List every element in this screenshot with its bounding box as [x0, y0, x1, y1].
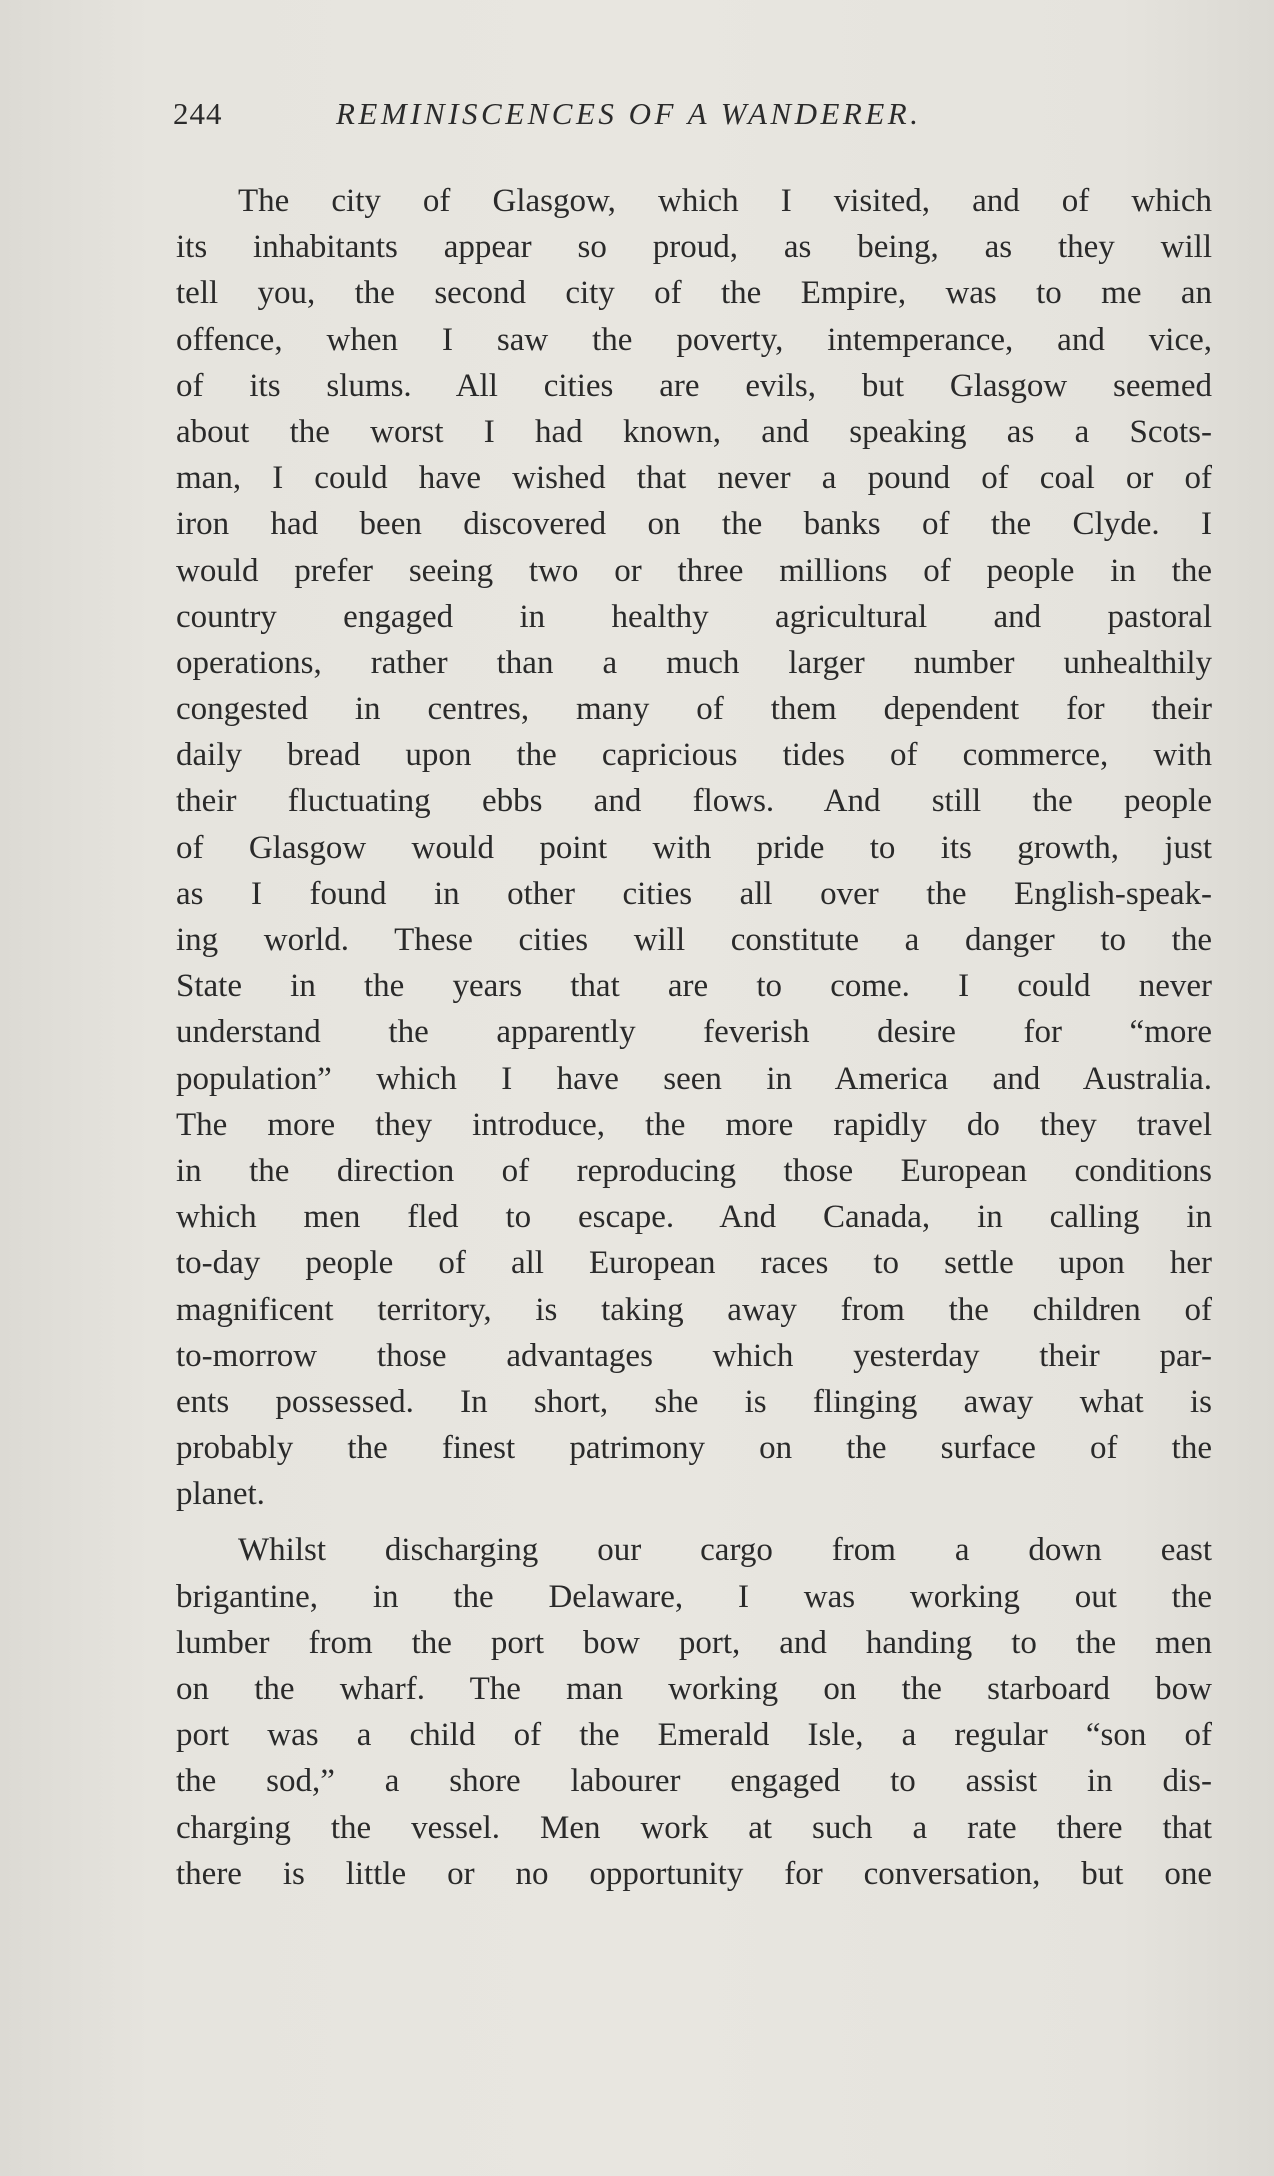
- text-line: planet.: [176, 1476, 265, 1513]
- text-line: country engaged in healthy agricultural and pastoral: [176, 598, 1212, 635]
- text-line: The city of Glasgow, which I visited, and of which: [238, 183, 1212, 219]
- text-line: State in the years that are to come. I could never: [176, 968, 1212, 1005]
- text-line: in the direction of reproducing those European conditions: [176, 1152, 1212, 1189]
- text-line: daily bread upon the capricious tides of commerce, with: [176, 737, 1212, 774]
- text-line: operations, rather than a much larger number unhealthily: [176, 644, 1212, 681]
- text-line: iron had been discovered on the banks of the Clyde. I: [176, 506, 1212, 543]
- text-line: probably the finest patrimony on the surface of the: [176, 1430, 1212, 1467]
- text-line: ents possessed. In short, she is flinging away what is: [176, 1383, 1212, 1420]
- text-line: The more they introduce, the more rapidly do they travel: [176, 1106, 1212, 1143]
- text-line: congested in centres, many of them dependent for their: [176, 691, 1212, 728]
- text-line: lumber from the port bow port, and handing to the men: [176, 1624, 1212, 1661]
- text-line: brigantine, in the Delaware, I was working out the: [176, 1578, 1212, 1615]
- text-line: port was a child of the Emerald Isle, a regular “son of: [176, 1717, 1212, 1754]
- text-line: ing world. These cities will constitute a danger to the: [176, 922, 1212, 958]
- text-line: would prefer seeing two or three millions of people in the: [176, 552, 1212, 589]
- paragraph-gap: [176, 1517, 1212, 1527]
- text-line: of its slums. All cities are evils, but Glasgow seemed: [176, 367, 1212, 404]
- text-line: on the wharf. The man working on the starboard bow: [176, 1671, 1212, 1707]
- text-line: charging the vessel. Men work at such a rate there that: [176, 1809, 1212, 1846]
- text-line: which men fled to escape. And Canada, in calling in: [176, 1199, 1212, 1236]
- text-line: of Glasgow would point with pride to its growth, just: [176, 829, 1212, 866]
- page-number: 244: [173, 96, 223, 131]
- text-line: to-day people of all European races to settle upon her: [176, 1245, 1212, 1282]
- text-line: Whilst discharging our cargo from a down east: [238, 1532, 1212, 1569]
- text-line: the sod,” a shore labourer engaged to assist in dis-: [176, 1763, 1212, 1800]
- text-line: about the worst I had known, and speaking as a Scots-: [176, 413, 1212, 450]
- text-line: population” which I have seen in America and Australia.: [176, 1060, 1212, 1097]
- paragraph: [176, 1527, 1212, 1897]
- text-line: man, I could have wished that never a pound of coal or of: [176, 460, 1212, 497]
- body-text: [176, 178, 1212, 1897]
- text-line: understand the apparently feverish desire for “more: [176, 1014, 1212, 1051]
- running-head: [173, 96, 1087, 146]
- book-title: REMINISCENCES OF A WANDERER.: [336, 96, 922, 131]
- paragraph: [176, 178, 1212, 1517]
- text-line: tell you, the second city of the Empire, was to me an: [176, 275, 1212, 312]
- text-line: to-morrow those advantages which yesterday their par-: [176, 1337, 1212, 1374]
- text-line: as I found in other cities all over the English-speak-: [176, 875, 1212, 912]
- text-line: their fluctuating ebbs and flows. And still the people: [176, 783, 1212, 820]
- text-line: offence, when I saw the poverty, intemperance, and vice,: [176, 321, 1212, 358]
- text-line: its inhabitants appear so proud, as being, as they will: [176, 229, 1212, 266]
- text-line: magnificent territory, is taking away from the children of: [176, 1291, 1212, 1328]
- text-line: there is little or no opportunity for conversation, but one: [176, 1855, 1212, 1892]
